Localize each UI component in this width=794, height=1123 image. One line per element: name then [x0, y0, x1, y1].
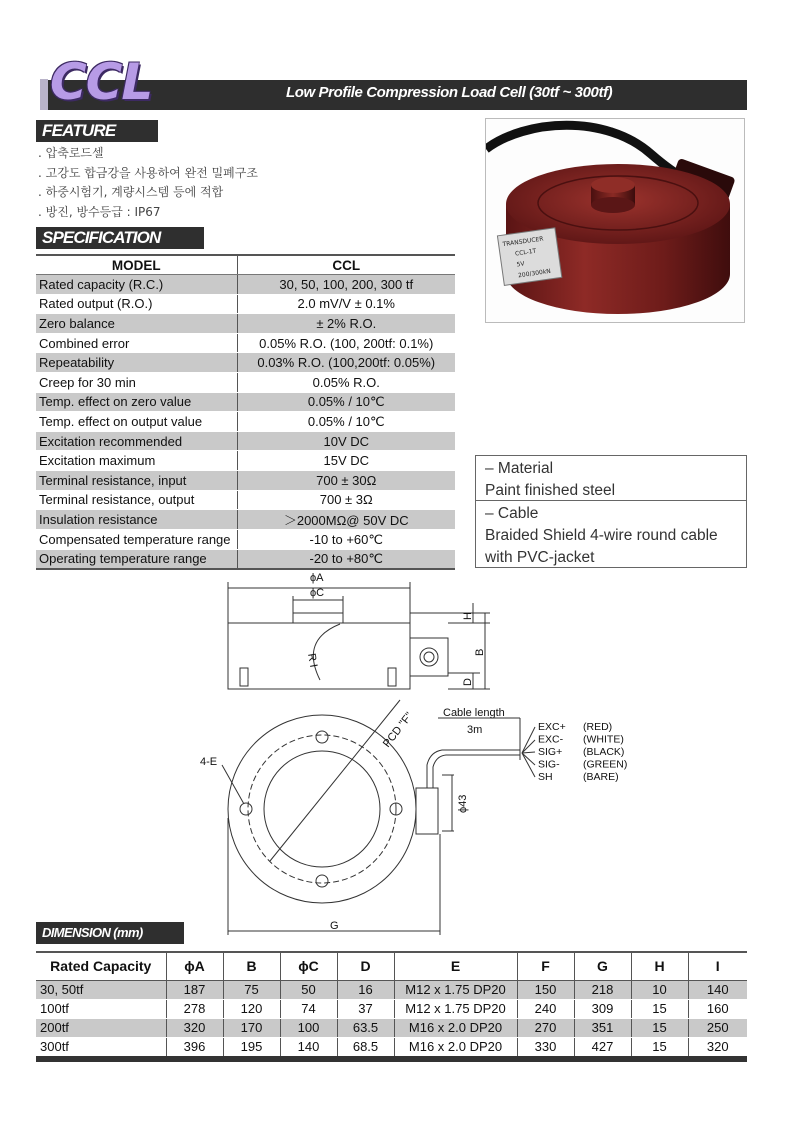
wire-color: (BLACK) — [583, 746, 625, 758]
dimension-cell: 320 — [166, 1018, 223, 1037]
wire-lead — [522, 740, 535, 753]
label-cable-3m: 3m — [467, 724, 483, 736]
spec-row — [36, 510, 455, 530]
dimension-cell: 15 — [631, 999, 688, 1018]
dimension-row — [36, 999, 747, 1018]
wire-color: (WHITE) — [583, 733, 624, 746]
header-accent-stripe — [40, 79, 48, 110]
feature-item: . 고강도 합금강을 사용하여 완전 밀폐구조 — [38, 165, 258, 180]
dimension-cell: 68.5 — [337, 1037, 394, 1056]
leader-line — [222, 765, 244, 804]
wire-name: EXC+ — [538, 721, 566, 733]
wire-name: SIG+ — [538, 746, 563, 758]
cable-value-line2: with PVC-jacket — [485, 549, 595, 566]
dimension-header-cell: D — [337, 952, 394, 980]
spec-param: Rated output (R.O.) — [36, 294, 237, 314]
gland-outline — [416, 788, 438, 834]
label-d: D — [462, 678, 474, 686]
dimension-cell: 195 — [223, 1037, 280, 1056]
plan-bolt-hole — [316, 875, 328, 887]
label-phiC: ϕC — [310, 587, 325, 599]
spec-param: Rated capacity (R.C.) — [36, 275, 237, 295]
spec-param: Repeatability — [36, 353, 237, 373]
dimension-cell: 218 — [574, 980, 631, 999]
dimension-header-cell: F — [517, 952, 574, 980]
wire-lead — [522, 727, 535, 753]
spec-row — [36, 373, 455, 393]
spec-param: Operating temperature range — [36, 549, 237, 569]
dimension-row — [36, 1037, 747, 1056]
dimension-cell: M12 x 1.75 DP20 — [394, 999, 517, 1018]
dimension-cell: 30, 50tf — [36, 980, 166, 999]
dimension-cell: 170 — [223, 1018, 280, 1037]
wire-color: (GREEN) — [583, 758, 628, 771]
dimension-cell: 250 — [688, 1018, 747, 1037]
label-pcd: PCD "F" — [380, 710, 416, 750]
dimension-header-cell: ϕC — [280, 952, 337, 980]
spec-value: 0.03% R.O. (100,200tf: 0.05%) — [237, 353, 455, 373]
wire-color: (BARE) — [583, 771, 619, 783]
spec-value: ＞2000MΩ@ 50V DC — [237, 510, 455, 530]
wire-lead — [522, 753, 535, 765]
dimension-header-cell: E — [394, 952, 517, 980]
spec-param: Terminal resistance, output — [36, 490, 237, 510]
spec-row — [36, 353, 455, 373]
spec-row — [36, 392, 455, 412]
footer-bar — [36, 1056, 747, 1062]
spec-value: 15V DC — [237, 451, 455, 471]
dimension-header-cell: H — [631, 952, 688, 980]
spec-value: 0.05% / 10℃ — [237, 392, 455, 412]
spec-value: 30, 50, 100, 200, 300 tf — [237, 275, 455, 295]
plan-bolt-hole — [240, 803, 252, 815]
side-hole — [240, 668, 248, 686]
load-cell-illustration — [486, 119, 745, 323]
dimension-cell: M12 x 1.75 DP20 — [394, 980, 517, 999]
spec-param: Creep for 30 min — [36, 373, 237, 393]
spec-row — [36, 412, 455, 432]
dimension-header-cell: Rated Capacity — [36, 952, 166, 980]
cable-title: – Cable — [485, 505, 539, 522]
dimension-header-cell: B — [223, 952, 280, 980]
dimension-cell: 300tf — [36, 1037, 166, 1056]
dimension-cell: 10 — [631, 980, 688, 999]
spec-header-ccl: CCL — [237, 255, 455, 275]
wire-lead — [522, 753, 535, 777]
dimension-header-cell: ϕA — [166, 952, 223, 980]
spec-param: Temp. effect on output value — [36, 412, 237, 432]
dimension-cell: 120 — [223, 999, 280, 1018]
spec-row — [36, 275, 455, 295]
spec-value: 0.05% / 10℃ — [237, 412, 455, 432]
product-logo: CCL — [50, 53, 153, 111]
dimension-cell: 200tf — [36, 1018, 166, 1037]
spec-param: Terminal resistance, input — [36, 471, 237, 491]
dimension-cell: 140 — [280, 1037, 337, 1056]
spec-param: Temp. effect on zero value — [36, 392, 237, 412]
wire-color: (RED) — [583, 721, 613, 733]
button-base-shape — [591, 197, 635, 213]
dimension-cell: 320 — [688, 1037, 747, 1056]
spec-value: -20 to +80℃ — [237, 549, 455, 569]
material-value: Paint finished steel — [485, 482, 616, 499]
dimension-table — [36, 951, 747, 1057]
specification-heading: SPECIFICATION — [36, 227, 204, 249]
page-title: Low Profile Compression Load Cell (30tf ~ 300tf) — [286, 84, 613, 101]
spec-row — [36, 431, 455, 451]
cable-section — [476, 501, 746, 569]
connector-circle-inner — [424, 652, 434, 662]
side-button-outline — [293, 613, 343, 623]
spec-value: -10 to +60℃ — [237, 530, 455, 550]
technical-drawing — [190, 570, 650, 940]
material-box — [475, 455, 747, 568]
plate-line: 5V — [516, 260, 525, 269]
dimension-header-cell: G — [574, 952, 631, 980]
spec-value: 2.0 mV/V ± 0.1% — [237, 294, 455, 314]
dimension-cell: 15 — [631, 1018, 688, 1037]
feature-list — [38, 144, 258, 222]
spec-row — [36, 314, 455, 334]
plan-bolt-hole — [316, 731, 328, 743]
dimension-cell: 63.5 — [337, 1018, 394, 1037]
dimension-cell: 74 — [280, 999, 337, 1018]
label-r: R I — [305, 652, 320, 669]
wire-name: SH — [538, 771, 553, 783]
dimension-cell: M16 x 2.0 DP20 — [394, 1037, 517, 1056]
label-b: B — [474, 648, 486, 656]
feature-heading: FEATURE — [36, 120, 158, 142]
cable-path — [433, 755, 520, 788]
label-h: H — [462, 612, 474, 620]
dimension-cell: 330 — [517, 1037, 574, 1056]
spec-param: Combined error — [36, 333, 237, 353]
pcd-line — [270, 700, 400, 861]
cable-value-line1: Braided Shield 4-wire round cable — [485, 527, 718, 544]
dimension-cell: 396 — [166, 1037, 223, 1056]
dimension-cell: 100tf — [36, 999, 166, 1018]
dimension-cell: 37 — [337, 999, 394, 1018]
dimension-heading: DIMENSION (mm) — [36, 922, 184, 944]
button-top-shape — [591, 177, 635, 193]
cable-path — [427, 750, 520, 788]
feature-item: . 압축로드셀 — [38, 146, 104, 160]
connector-outline — [410, 638, 448, 676]
dimension-cell: 240 — [517, 999, 574, 1018]
drawing-svg — [190, 570, 650, 940]
spec-value: 10V DC — [237, 431, 455, 451]
spec-row — [36, 333, 455, 353]
plan-inner-circle — [264, 751, 380, 867]
dimension-row — [36, 1018, 747, 1037]
spec-value: 0.05% R.O. (100, 200tf: 0.1%) — [237, 333, 455, 353]
wire-name: SIG- — [538, 758, 560, 771]
name-plate — [497, 228, 561, 286]
connector-circle — [420, 648, 438, 666]
dimension-cell: 309 — [574, 999, 631, 1018]
label-phi43: ϕ43 — [457, 794, 469, 813]
dimension-cell: 160 — [688, 999, 747, 1018]
label-g: G — [330, 920, 339, 932]
dimension-cell: 351 — [574, 1018, 631, 1037]
dimension-header-row — [36, 952, 747, 980]
dimension-cell: 427 — [574, 1037, 631, 1056]
spec-value: 700 ± 30Ω — [237, 471, 455, 491]
spec-header-model: MODEL — [36, 255, 237, 275]
material-title: – Material — [485, 460, 554, 477]
plate-line: CCL-1T — [514, 247, 537, 258]
material-section — [476, 456, 746, 501]
dimension-cell: 278 — [166, 999, 223, 1018]
spec-row — [36, 530, 455, 550]
dimension-cell: 16 — [337, 980, 394, 999]
dimension-cell: 150 — [517, 980, 574, 999]
dimension-header-cell: I — [688, 952, 747, 980]
spec-param: Excitation recommended — [36, 431, 237, 451]
label-4e: 4-E — [200, 756, 218, 768]
product-photo — [485, 118, 745, 323]
dimension-cell: 15 — [631, 1037, 688, 1056]
spec-row — [36, 471, 455, 491]
spec-param: Excitation maximum — [36, 451, 237, 471]
plate-line: 200/300kN — [517, 267, 552, 280]
wire-lead — [522, 752, 535, 753]
spec-row — [36, 490, 455, 510]
dimension-cell: 270 — [517, 1018, 574, 1037]
spec-value: 0.05% R.O. — [237, 373, 455, 393]
spec-value: 700 ± 3Ω — [237, 490, 455, 510]
spec-param: Zero balance — [36, 314, 237, 334]
dimension-cell: 140 — [688, 980, 747, 999]
spec-row — [36, 294, 455, 314]
specification-table — [36, 254, 455, 570]
feature-item: . 방진, 방수등급 : IP67 — [38, 204, 161, 219]
dimension-cell: 50 — [280, 980, 337, 999]
spec-param: Insulation resistance — [36, 510, 237, 530]
plate-line: TRANSDUCER — [502, 235, 544, 249]
label-cable-length: Cable length — [443, 707, 505, 719]
feature-item: . 하중시험기, 계량시스템 등에 적합 — [38, 185, 224, 199]
label-phiA: ϕA — [310, 572, 324, 584]
dimension-cell: 187 — [166, 980, 223, 999]
spec-value: ± 2% R.O. — [237, 314, 455, 334]
dimension-row — [36, 980, 747, 999]
wire-name: EXC- — [538, 733, 564, 746]
spec-param: Compensated temperature range — [36, 530, 237, 550]
side-hole — [388, 668, 396, 686]
dimension-cell: M16 x 2.0 DP20 — [394, 1018, 517, 1037]
spec-row — [36, 549, 455, 569]
dimension-cell: 75 — [223, 980, 280, 999]
side-body-outline — [228, 623, 410, 689]
spec-header-row — [36, 255, 455, 275]
spec-row — [36, 451, 455, 471]
dimension-cell: 100 — [280, 1018, 337, 1037]
